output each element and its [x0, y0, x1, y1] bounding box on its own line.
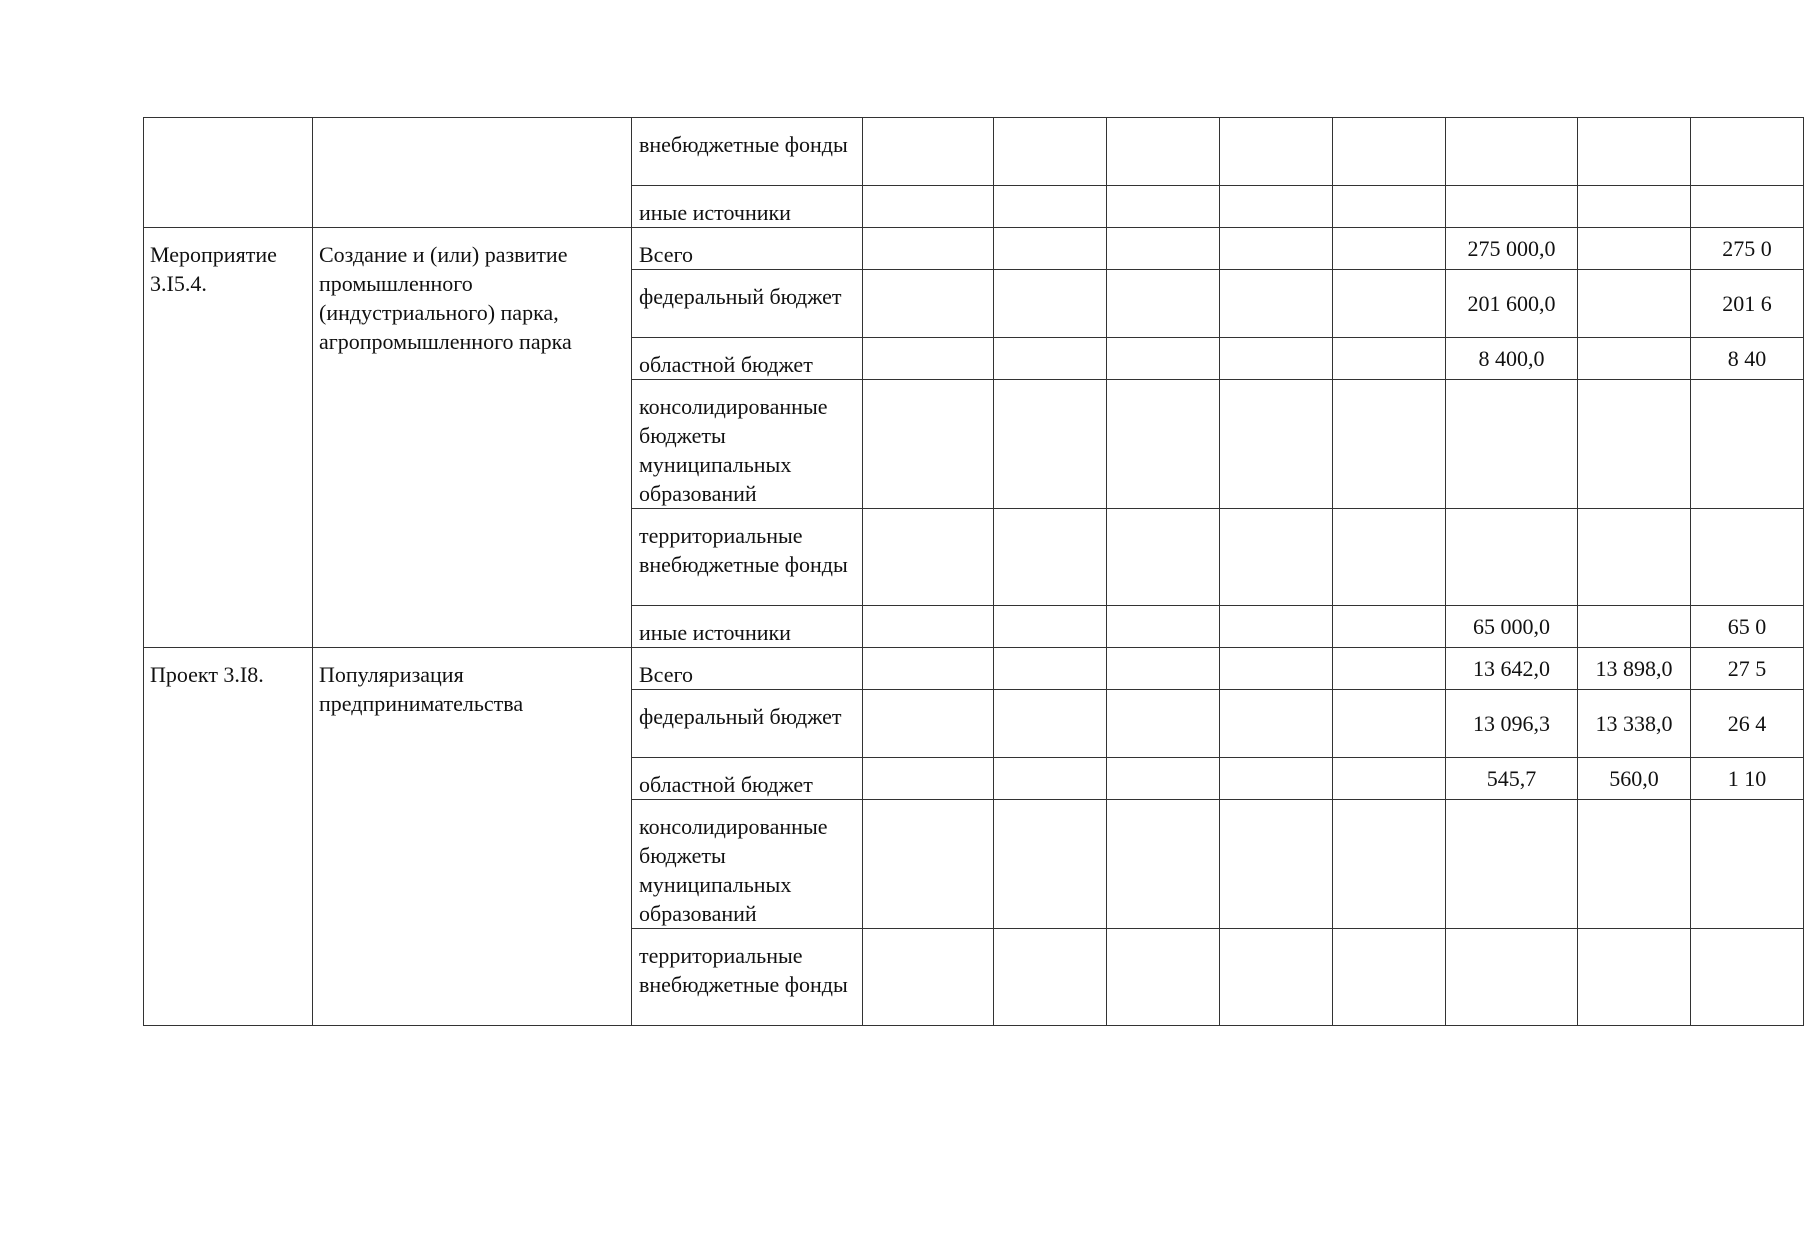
value-cell: 13 898,0: [1578, 648, 1691, 690]
funding-source-cell: Всего: [632, 228, 863, 270]
funding-source-cell: федеральный бюджет: [632, 270, 863, 338]
value-cell: [1446, 186, 1578, 228]
value-cell: [863, 380, 994, 509]
value-cell: [863, 270, 994, 338]
value-cell: [1107, 338, 1220, 380]
value-cell: [1333, 338, 1446, 380]
value-cell: [994, 690, 1107, 758]
value-cell: [1578, 270, 1691, 338]
value-cell: [863, 606, 994, 648]
value-cell: [1578, 929, 1691, 1026]
row-code-cell: Мероприятие 3.I5.4.: [144, 228, 313, 648]
value-cell: [1107, 690, 1220, 758]
value-cell: [1220, 800, 1333, 929]
value-cell: [1578, 338, 1691, 380]
value-cell: [1333, 186, 1446, 228]
value-cell: [994, 606, 1107, 648]
table-row: [144, 118, 1804, 186]
value-cell: [1220, 380, 1333, 509]
value-cell: [1107, 118, 1220, 186]
value-cell: [863, 186, 994, 228]
value-cell: [1107, 380, 1220, 509]
value-cell: [1220, 929, 1333, 1026]
value-cell: [1578, 509, 1691, 606]
value-cell: [994, 380, 1107, 509]
value-cell: [1107, 929, 1220, 1026]
row-name-cell: [313, 118, 632, 228]
value-cell: 8 400,0: [1446, 338, 1578, 380]
value-cell: 275 000,0: [1446, 228, 1578, 270]
value-cell: [1333, 118, 1446, 186]
funding-source-cell: федеральный бюджет: [632, 690, 863, 758]
value-cell: [863, 228, 994, 270]
value-cell: [994, 929, 1107, 1026]
value-cell: [1333, 606, 1446, 648]
value-cell: [1446, 380, 1578, 509]
funding-source-cell: внебюджетные фонды: [632, 118, 863, 186]
funding-source-cell: территориальные внебюджетные фонды: [632, 509, 863, 606]
value-cell: [1220, 606, 1333, 648]
value-cell: [1107, 270, 1220, 338]
value-cell: [1446, 929, 1578, 1026]
funding-source-cell: иные источники: [632, 606, 863, 648]
value-cell: 545,7: [1446, 758, 1578, 800]
value-cell: [1333, 690, 1446, 758]
budget-table: [143, 117, 1804, 1026]
value-cell: [1220, 118, 1333, 186]
value-cell: [1107, 606, 1220, 648]
value-cell: [1691, 929, 1804, 1026]
value-cell: 8 40: [1691, 338, 1804, 380]
value-cell: [994, 186, 1107, 228]
table-row: [144, 648, 1804, 690]
value-cell: [994, 338, 1107, 380]
value-cell: [863, 509, 994, 606]
funding-source-cell: консолидированные бюджеты муниципальных образований: [632, 800, 863, 929]
value-cell: [1691, 380, 1804, 509]
value-cell: [863, 800, 994, 929]
value-cell: [1333, 929, 1446, 1026]
value-cell: [1107, 758, 1220, 800]
value-cell: [1691, 118, 1804, 186]
value-cell: [1107, 186, 1220, 228]
value-cell: [1220, 338, 1333, 380]
value-cell: [1446, 800, 1578, 929]
value-cell: 65 000,0: [1446, 606, 1578, 648]
value-cell: 1 10: [1691, 758, 1804, 800]
value-cell: 201 600,0: [1446, 270, 1578, 338]
value-cell: 13 096,3: [1446, 690, 1578, 758]
value-cell: [1333, 270, 1446, 338]
row-name-cell: Популяризация предпринимательства: [313, 648, 632, 1026]
funding-source-cell: Всего: [632, 648, 863, 690]
value-cell: 13 642,0: [1446, 648, 1578, 690]
value-cell: [994, 118, 1107, 186]
value-cell: 65 0: [1691, 606, 1804, 648]
value-cell: [994, 509, 1107, 606]
value-cell: 201 6: [1691, 270, 1804, 338]
funding-source-cell: областной бюджет: [632, 758, 863, 800]
value-cell: [994, 800, 1107, 929]
row-code-cell: Проект 3.I8.: [144, 648, 313, 1026]
value-cell: [1578, 186, 1691, 228]
value-cell: [863, 118, 994, 186]
table-row: [144, 228, 1804, 270]
value-cell: [1333, 648, 1446, 690]
value-cell: [1220, 186, 1333, 228]
value-cell: [994, 228, 1107, 270]
value-cell: 560,0: [1578, 758, 1691, 800]
value-cell: [863, 648, 994, 690]
value-cell: 27 5: [1691, 648, 1804, 690]
funding-source-cell: иные источники: [632, 186, 863, 228]
value-cell: [1446, 509, 1578, 606]
value-cell: [1446, 118, 1578, 186]
value-cell: 275 0: [1691, 228, 1804, 270]
value-cell: [1691, 186, 1804, 228]
value-cell: [863, 338, 994, 380]
value-cell: 13 338,0: [1578, 690, 1691, 758]
value-cell: [1333, 380, 1446, 509]
value-cell: [1578, 380, 1691, 509]
value-cell: [1220, 690, 1333, 758]
value-cell: 26 4: [1691, 690, 1804, 758]
value-cell: [994, 648, 1107, 690]
value-cell: [1107, 509, 1220, 606]
value-cell: [1107, 800, 1220, 929]
row-code-cell: [144, 118, 313, 228]
value-cell: [1691, 800, 1804, 929]
value-cell: [1220, 648, 1333, 690]
row-name-cell: Создание и (или) развитие промышленного (индустриального) парка, агропромышленного парка: [313, 228, 632, 648]
value-cell: [994, 758, 1107, 800]
value-cell: [1578, 606, 1691, 648]
value-cell: [1107, 228, 1220, 270]
value-cell: [1220, 758, 1333, 800]
funding-source-cell: консолидированные бюджеты муниципальных образований: [632, 380, 863, 509]
funding-source-cell: областной бюджет: [632, 338, 863, 380]
funding-source-cell: территориальные внебюджетные фонды: [632, 929, 863, 1026]
value-cell: [863, 690, 994, 758]
value-cell: [994, 270, 1107, 338]
value-cell: [1578, 228, 1691, 270]
value-cell: [1578, 800, 1691, 929]
value-cell: [1107, 648, 1220, 690]
value-cell: [863, 929, 994, 1026]
value-cell: [1220, 228, 1333, 270]
value-cell: [1220, 270, 1333, 338]
value-cell: [1220, 509, 1333, 606]
value-cell: [1333, 509, 1446, 606]
value-cell: [1578, 118, 1691, 186]
value-cell: [1333, 758, 1446, 800]
value-cell: [1333, 228, 1446, 270]
value-cell: [863, 758, 994, 800]
value-cell: [1333, 800, 1446, 929]
value-cell: [1691, 509, 1804, 606]
